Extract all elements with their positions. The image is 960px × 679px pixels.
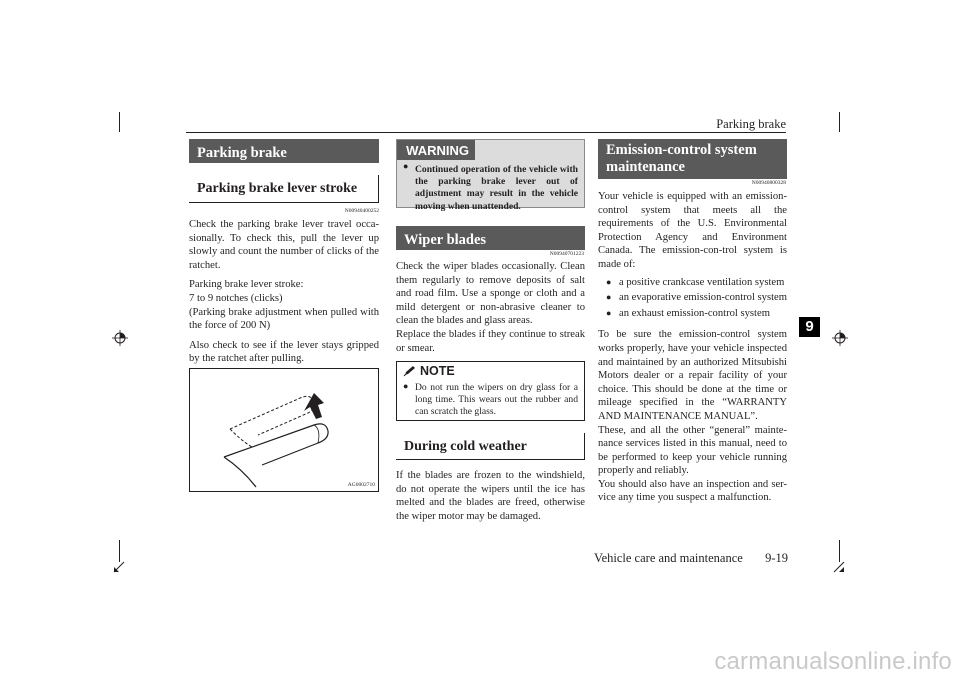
figure-parking-brake-lever [189, 368, 379, 492]
section-title-emission-control: Emission-control system maintenance [598, 139, 787, 179]
page-number: 9-19 [765, 551, 788, 565]
note-text: ● Do not run the wipers on dry glass for a long time. This wears out the rubber and can scratch the glass. [403, 380, 584, 425]
crop-mark-top-left [119, 112, 120, 132]
footer-chapter: Vehicle care and maintenance [593, 551, 743, 565]
col1-body [189, 218, 379, 372]
paragraph-lever-stroke: Parking brake lever stroke: 7 to 9 notches (clicks) (Parking brake adjustment when pulled with the force of 200 N) [189, 279, 379, 332]
chapter-tab: 9 [799, 317, 820, 337]
crop-mark-bottom-right [839, 540, 840, 562]
warning-label: WARNING [406, 142, 469, 158]
paragraph-ratchet: Also check to see if the lever stays gripped by the ratchet after pulling. [189, 339, 379, 365]
emission-section-code: N00940800328 [751, 180, 786, 186]
registration-mark-right [832, 330, 848, 346]
note-label: NOTE [420, 364, 455, 378]
list-item: ● an exhaust emission-control system [606, 307, 787, 321]
section-code: N00940400252 [344, 208, 379, 214]
list-item: ● an evaporative emission-control system [606, 291, 787, 305]
figure-code: AG0002710 [347, 482, 375, 488]
paragraph-emission-intro: Your vehicle is equipped with an emission-control system that meets all the requirements of the U.S. Environmental Protection Agency and Environment Canada. The emission-con-trol system is made of: [598, 191, 787, 270]
running-footer [594, 551, 788, 566]
paragraph-frozen-blades: If the blades are frozen to the windshield, do not operate the wipers until the ice has melted and the blades are freed, otherwise the wiper motor may be damaged. [396, 470, 585, 522]
col2-body [396, 260, 585, 361]
note-pencil-icon [403, 365, 417, 377]
wiper-section-code: N00940701223 [549, 251, 584, 257]
crop-mark-bottom-left [119, 540, 120, 562]
list-item: ● a positive crankcase ventilation system [606, 276, 787, 290]
paragraph-check-lever: Check the parking brake lever travel occa-sionally. To check this, pull the lever up slowly and count the number of clicks of the ratchet. [189, 219, 379, 271]
registration-mark-left [112, 330, 128, 346]
warning-box [396, 139, 585, 212]
subsection-title-cold-weather: During cold weather [396, 433, 585, 460]
running-header: Parking brake [716, 117, 786, 131]
header-rule [186, 132, 786, 133]
crop-mark-top-right [839, 112, 840, 132]
paragraph-emission-maintenance: To be sure the emission-control system works properly, have your vehicle inspected and maintained by an authorized Mitsubishi Motors dealer or a repair facility of your choice. This should be done at the time or mileage specified in the “WARRANTY AND MAINTENANCE MANUAL”. These, and all the other “general” mainte-nance services listed in this manual, need to be performed to keep your vehicle running properly and reliably. You should also have an inspection and ser-vice any time you suspect a malfunction. [598, 329, 787, 504]
col2-body-cold [396, 469, 585, 529]
lever-illustration [190, 369, 378, 491]
corner-mark-bottom-left [112, 560, 126, 574]
watermark: carmanualsonline.info [714, 648, 952, 675]
section-title-parking-brake: Parking brake [189, 139, 379, 163]
paragraph-wiper-check: Check the wiper blades occasionally. Clean them regularly to remove deposits of salt and road film. Use a sponge or cloth and a mild detergent or non-abrasive cleaner to clean the blades and glass areas. Replace the blades if they continue to streak or smear. [396, 261, 585, 354]
subsection-title-lever-stroke: Parking brake lever stroke [189, 175, 379, 203]
corner-mark-bottom-right [832, 560, 846, 574]
warning-text: ● Continued operation of the vehicle with the parking brake lever out of adjustment may result in the vehicle moving when unattended. [403, 160, 584, 218]
col3-body [598, 190, 787, 511]
note-header [397, 362, 584, 380]
note-box [396, 361, 585, 421]
warning-header [397, 140, 475, 160]
section-title-wiper-blades: Wiper blades [396, 226, 585, 250]
